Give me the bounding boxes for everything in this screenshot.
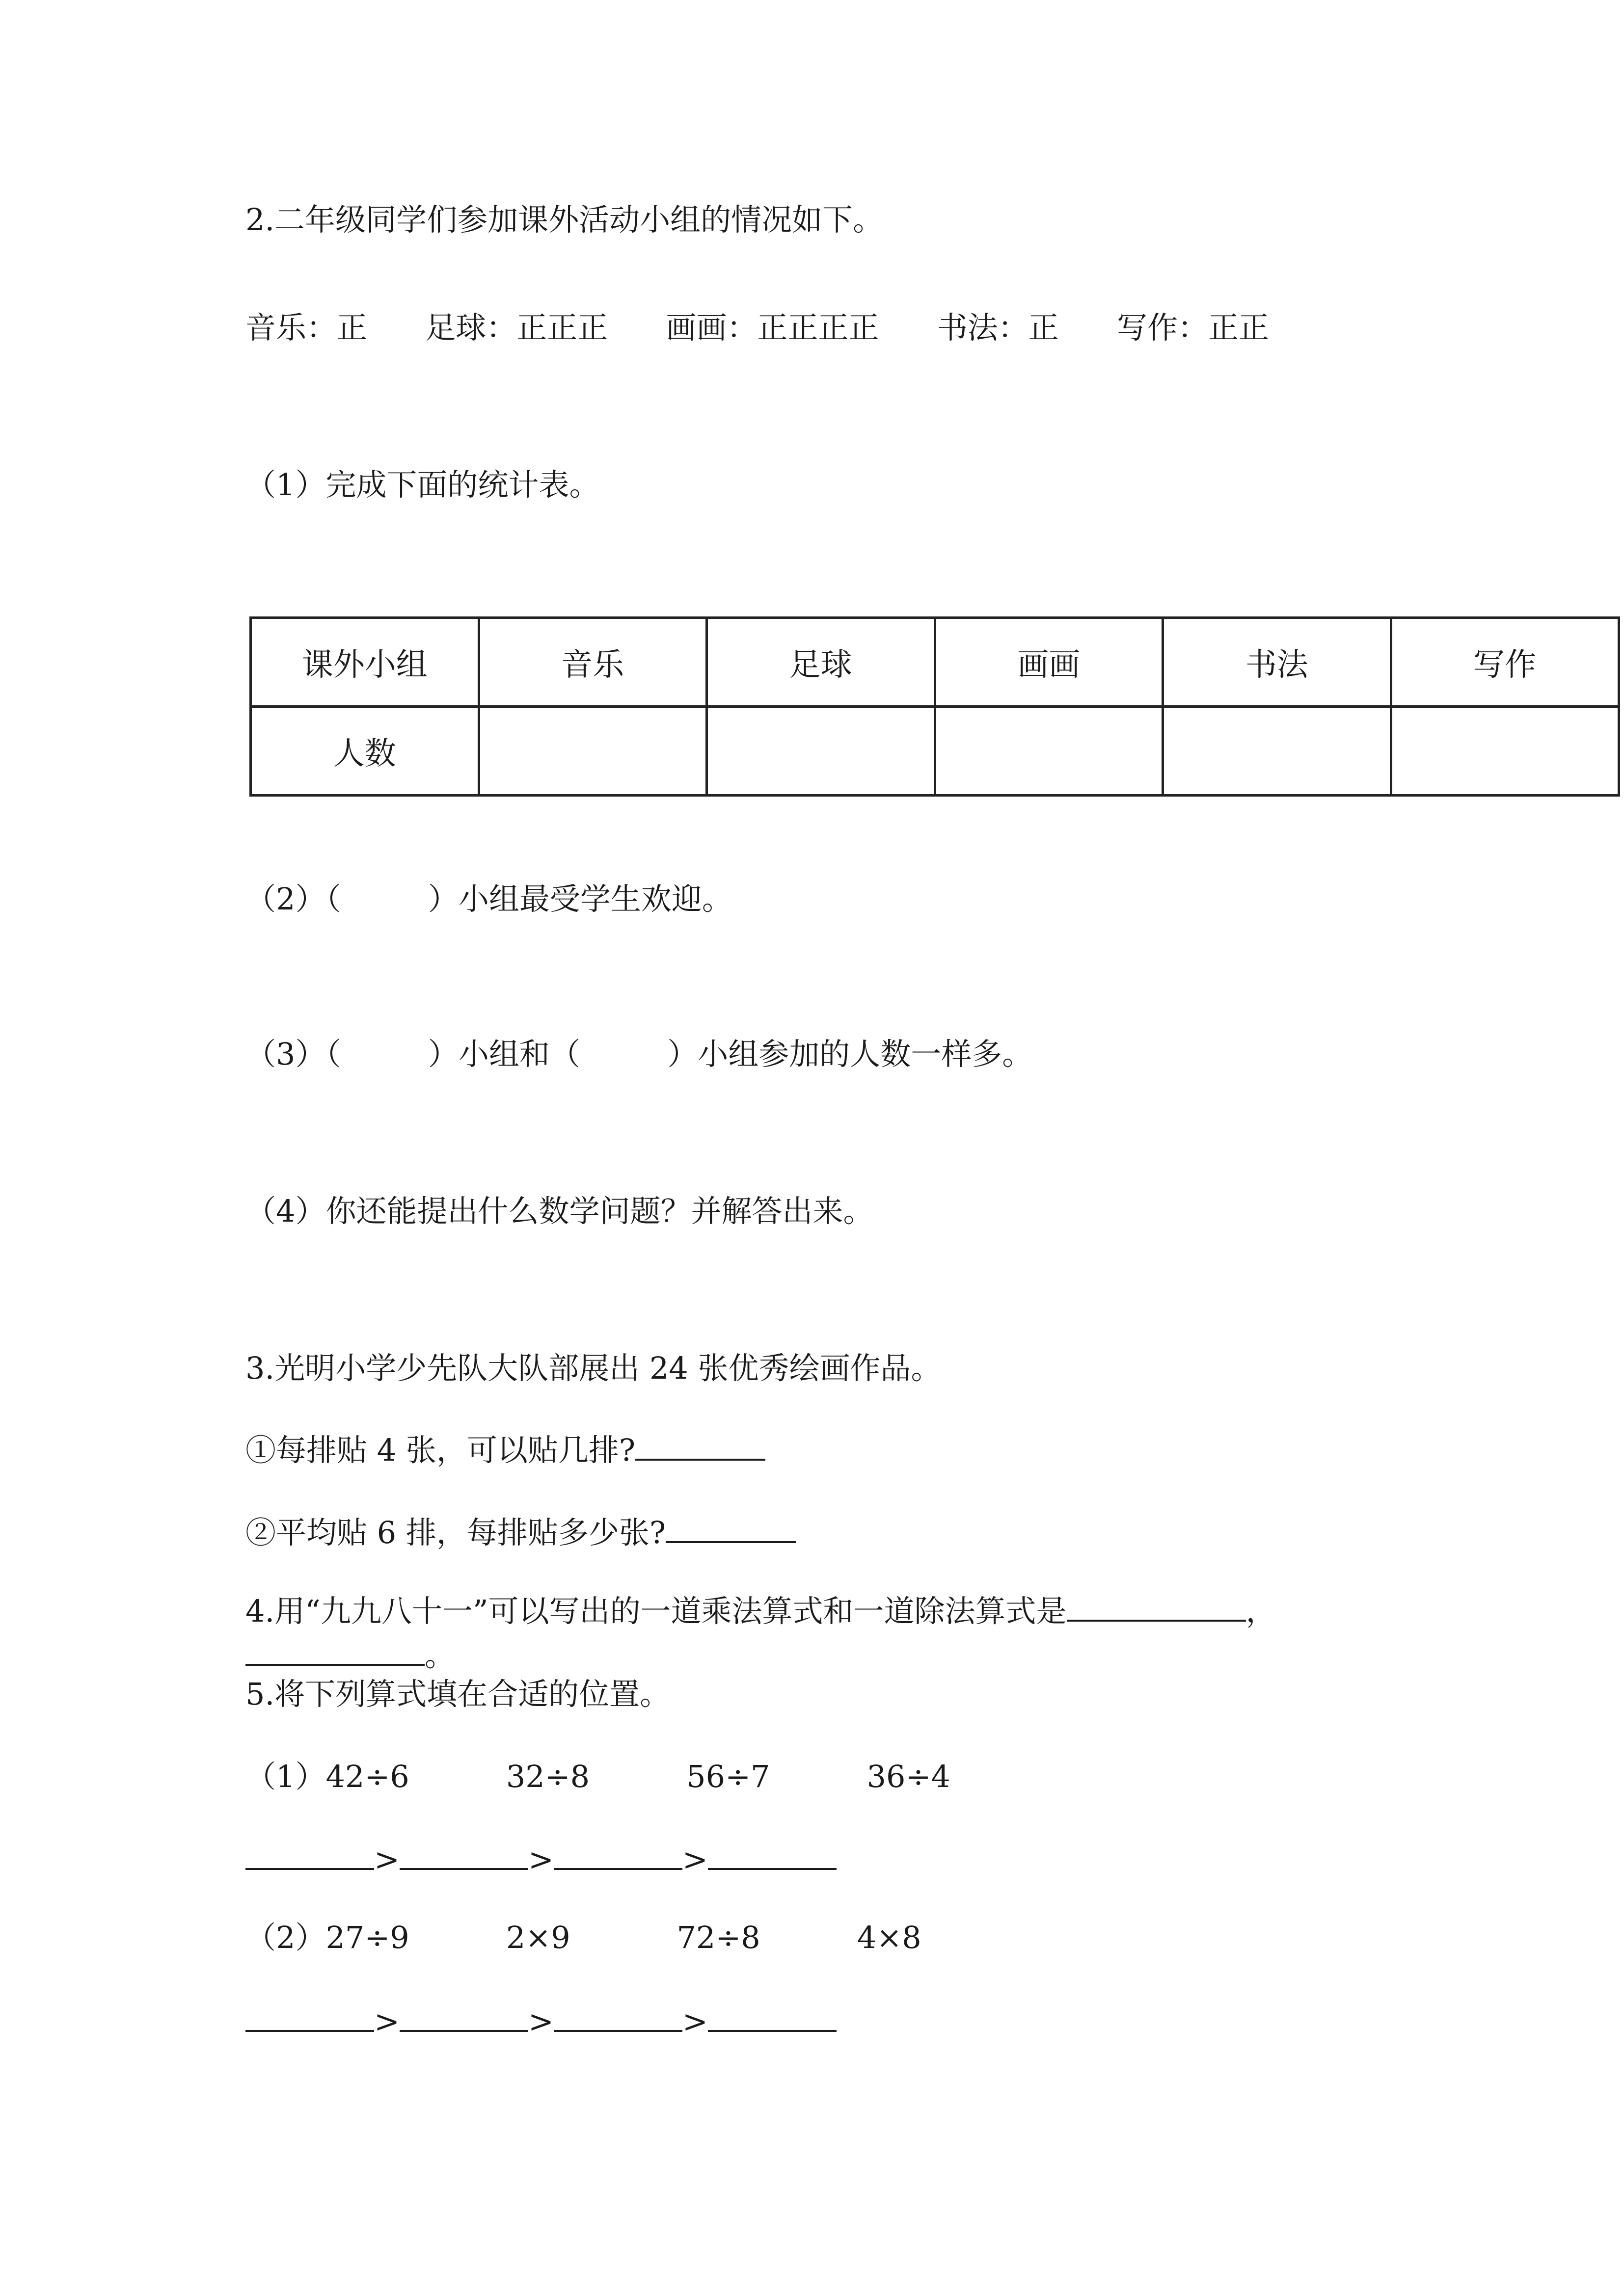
greater-than-sign: >	[682, 2003, 708, 2039]
table-row	[251, 707, 1619, 796]
answer-cell-music[interactable]	[479, 707, 707, 796]
greater-than-sign: >	[374, 2003, 400, 2039]
answer-cell-drawing[interactable]	[935, 707, 1163, 796]
question-2-sub-2: （2）（ ）小组最受学生欢迎。	[245, 881, 732, 917]
question-2-sub-4: （4）你还能提出什么数学问题？并解答出来。	[245, 1193, 874, 1229]
question-3-title: 3.光明小学少先队大队部展出 24 张优秀绘画作品。	[245, 1350, 942, 1386]
answer-blank[interactable]	[400, 1837, 528, 1870]
table-header-cell: 画画	[935, 618, 1163, 707]
answer-blank[interactable]	[245, 1632, 425, 1666]
table-header-row	[251, 618, 1619, 707]
question-3-item-1-text: ①每排贴 4 张，可以贴几排?	[245, 1432, 636, 1468]
answer-blank[interactable]	[666, 1510, 796, 1543]
answer-blank[interactable]	[708, 1999, 837, 2032]
greater-than-sign: >	[528, 2003, 554, 2039]
answer-blank[interactable]	[245, 1837, 374, 1870]
answer-blank[interactable]	[554, 1837, 682, 1870]
question-5-order-line-1	[245, 1837, 837, 1879]
table-header-cell: 写作	[1391, 618, 1619, 707]
answer-blank[interactable]	[1067, 1588, 1246, 1622]
question-3-item-1	[245, 1427, 765, 1470]
question-5-title: 5.将下列算式填在合适的位置。	[245, 1676, 671, 1712]
question-4-comma: ，	[1245, 1593, 1276, 1629]
question-4-line-1	[245, 1588, 1276, 1631]
table-header-cell: 课外小组	[251, 618, 479, 707]
table-header-cell: 音乐	[479, 618, 707, 707]
question-2-title: 2.二年级同学们参加课外活动小组的情况如下。	[245, 202, 884, 238]
question-5-order-line-2	[245, 1999, 837, 2041]
greater-than-sign: >	[682, 1842, 708, 1877]
greater-than-sign: >	[528, 1842, 554, 1877]
question-4-end: 。	[425, 1637, 456, 1673]
question-3-item-2-text: ②平均贴 6 排，每排贴多少张?	[245, 1515, 666, 1550]
answer-blank[interactable]	[554, 1999, 682, 2032]
table-header-cell: 书法	[1163, 618, 1391, 707]
answer-cell-calligraphy[interactable]	[1163, 707, 1391, 796]
table-header-cell: 足球	[707, 618, 935, 707]
answer-blank[interactable]	[245, 1999, 374, 2032]
question-4-line-2	[245, 1632, 455, 1675]
answer-blank[interactable]	[635, 1427, 765, 1461]
question-3-item-2	[245, 1510, 796, 1552]
question-5-part-1: （1）42÷6 32÷8 56÷7 36÷4	[245, 1759, 950, 1794]
answer-cell-writing[interactable]	[1391, 707, 1619, 796]
answer-blank[interactable]	[400, 1999, 528, 2032]
question-2-sub-3: （3）（ ）小组和（ ）小组参加的人数一样多。	[245, 1036, 1033, 1072]
tally-line: 音乐：正 足球：正正正 画画：正正正正 书法：正 写作：正正	[245, 310, 1269, 346]
question-5-part-2: （2）27÷9 2×9 72÷8 4×8	[245, 1920, 921, 1955]
answer-blank[interactable]	[708, 1837, 837, 1870]
statistics-table	[249, 616, 1620, 797]
greater-than-sign: >	[374, 1842, 400, 1877]
question-4-text: 4.用“九九八十一”可以写出的一道乘法算式和一道除法算式是	[245, 1593, 1067, 1629]
question-2-sub-1: （1）完成下面的统计表。	[245, 467, 600, 503]
answer-cell-football[interactable]	[707, 707, 935, 796]
table-row-label: 人数	[251, 707, 479, 796]
